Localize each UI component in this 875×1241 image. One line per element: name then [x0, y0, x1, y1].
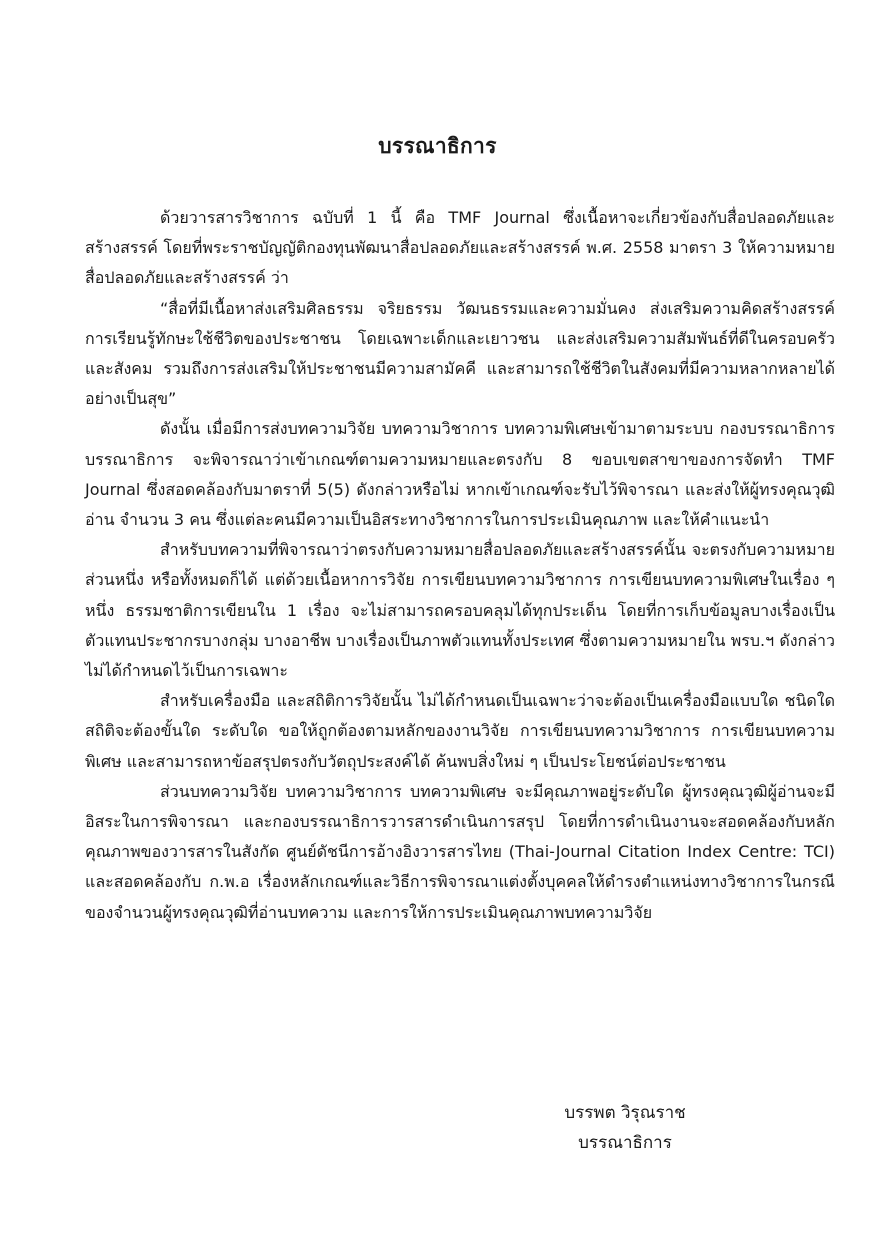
paragraph-research-tools: สำหรับเครื่องมือ และสถิติการวิจัยนั้น ไม่ได้กำหนดเป็นเฉพาะว่าจะต้องเป็นเครื่องมือแบบใด ชนิดใด สถิติจะต้องขั้นใด ระดับใด ขอให้ถูกต้องตามหลักของงานวิจัย การเขียนบทความวิชาการ การเขียนบทความพิเศษ และสามารถหาข้อสรุปตรงกับวัตถุประสงค์ได้ ค้นพบสิ่งใหม่ ๆ เป็นประโยชน์ต่อประชาชน: [85, 691, 835, 771]
signature-position: บรรณาธิการ: [578, 1133, 672, 1153]
paragraph-quality-assessment: ส่วนบทความวิจัย บทความวิชาการ บทความพิเศษ จะมีคุณภาพอยู่ระดับใด ผู้ทรงคุณวุฒิผู้อ่านจะมีอิสระในการพิจารณา และกองบรรณาธิการวารสารดำเนินการสรุป โดยที่การดำเนินงานจะสอดคล้องกับหลักคุณภาพของวารสารในสังกัด ศูนย์ดัชนีการอ้างอิงวารสารไทย (Thai-Journal Citation Index Centre: TCI) และสอดคล้องกับ ก.พ.อ เรื่องหลักเกณฑ์และวิธีการพิจารณาแต่งตั้งบุคคลให้ดำรงตำแหน่งทางวิชาการในกรณีของจำนวนผู้ทรงคุณวุฒิที่อ่านบทความ และการให้การประเมินคุณภาพบทความวิจัย: [85, 781, 835, 922]
page-title: บรรณาธิการ: [378, 134, 497, 158]
signature-block: [540, 1098, 710, 1158]
paragraph-intro: ด้วยวารสารวิชาการ ฉบับที่ 1 นี้ คือ TMF Journal ซึ่งเนื้อหาจะเกี่ยวข้องกับสื่อปลอดภัยและสร้างสรรค์ โดยที่พระราชบัญญัติกองทุนพัฒนาสื่อปลอดภัยและสร้างสรรค์ พ.ศ. 2558 มาตรา 3 ให้ความหมายสื่อปลอดภัยและสร้างสรรค์ ว่า: [85, 208, 835, 288]
paragraph-review-process: ดังนั้น เมื่อมีการส่งบทความวิจัย บทความวิชาการ บทความพิเศษเข้ามาตามระบบ กองบรรณาธิการ บรรณาธิการ จะพิจารณาว่าเข้าเกณฑ์ตามความหมายและตรงกับ 8 ขอบเขตสาขาของการจัดทำ TMF Journal ซึ่งสอดคล้องกับมาตราที่ 5(5) ดังกล่าวหรือไม่ หากเข้าเกณฑ์จะรับไว้พิจารณา และส่งให้ผู้ทรงคุณวุฒิอ่าน จำนวน 3 คน ซึ่งแต่ละคนมีความเป็นอิสระทางวิชาการในการประเมินคุณภาพ และให้คำแนะนำ: [85, 419, 835, 530]
paragraph-article-scope: สำหรับบทความที่พิจารณาว่าตรงกับความหมายสื่อปลอดภัยและสร้างสรรค์นั้น จะตรงกับความหมายส่วนหนึ่ง หรือทั้งหมดก็ได้ แต่ด้วยเนื้อหาการวิจัย การเขียนบทความวิชาการ การเขียนบทความพิเศษในเรื่อง ๆ หนึ่ง ธรรมชาติการเขียนใน 1 เรื่อง จะไม่สามารถครอบคลุมได้ทุกประเด็น โดยที่การเก็บข้อมูลบางเรื่องเป็นตัวแทนประชากรบางกลุ่ม บางอาชีพ บางเรื่องเป็นภาพตัวแทนทั้งประเทศ ซึ่งตามความหมายใน พรบ.ฯ ดังกล่าว ไม่ได้กำหนดไว้เป็นการเฉพาะ: [85, 540, 835, 681]
editorial-body: [85, 203, 835, 928]
paragraph-definition-quote: “สื่อที่มีเนื้อหาส่งเสริมศิลธรรม จริยธรรม วัฒนธรรมและความมั่นคง ส่งเสริมความคิดสร้างสรรค์ การเรียนรู้ทักษะใช้ชีวิตของประชาชน โดยเฉพาะเด็กและเยาวชน และส่งเสริมความสัมพันธ์ที่ดีในครอบครัว และสังคม รวมถึงการส่งเสริมให้ประชาชนมีความสามัคคี และสามารถใช้ชีวิตในสังคมที่มีความหลากหลายได้อย่างเป็นสุข”: [85, 298, 835, 409]
signature-name: บรรพต วิรุณราช: [564, 1103, 686, 1123]
